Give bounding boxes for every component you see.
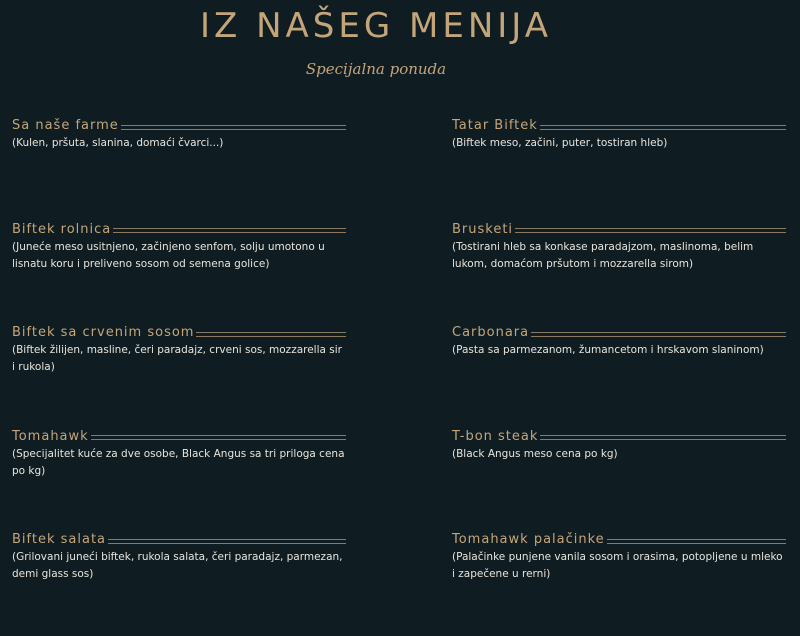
menu-item-t-bon-steak	[452, 429, 800, 533]
menu-item-name: Biftek salata	[12, 532, 107, 547]
menu-item-biftek-sa-crvenim-sosom	[12, 325, 452, 429]
decorative-rule	[108, 539, 346, 544]
decorative-rule	[531, 332, 786, 337]
decorative-rule	[196, 332, 346, 337]
menu-item-header	[12, 429, 346, 445]
menu-item-name: Tomahawk	[12, 428, 89, 444]
menu-item-description: (Juneće meso usitnjeno, začinjeno senfom, solju umotono u lisnatu koru i preliveno sosom od semena golice)	[12, 240, 325, 270]
menu-item-name: Biftek sa crvenim sosom	[12, 325, 195, 340]
menu-item-brusketi	[452, 222, 800, 326]
menu-item-header	[12, 118, 346, 134]
menu-item-header	[452, 222, 786, 238]
menu-item-biftek-salata	[12, 532, 452, 636]
menu-item-name: Carbonara	[452, 325, 530, 340]
menu-item-description: (Specijalitet kuće za dve osobe, Black Angus sa tri priloga cena po kg)	[12, 447, 345, 477]
decorative-rule	[540, 125, 786, 130]
menu-item-header	[12, 325, 346, 341]
decorative-rule	[540, 435, 786, 440]
menu-item-name: Sa naše farme	[12, 118, 119, 133]
menu-item-tomahawk	[12, 429, 452, 533]
menu-item-description: (Biftek meso, začini, puter, tostiran hleb)	[452, 137, 668, 149]
decorative-rule	[113, 228, 346, 233]
page-subtitle: Specijalna ponuda	[305, 60, 447, 78]
menu-item-name: Biftek rolnica	[12, 221, 112, 237]
menu-item-name: T-bon steak	[452, 428, 539, 444]
menu-item-description: (Tostirani hleb sa konkase paradajzom, maslinoma, belim lukom, domaćom pršutom i mozzarella sirom)	[452, 240, 754, 270]
menu-item-header	[452, 429, 786, 445]
menu-item-carbonara	[452, 325, 800, 429]
decorative-rule	[607, 539, 786, 544]
menu-item-tatar-biftek	[452, 118, 800, 222]
menu-item-biftek-rolnica	[12, 222, 452, 326]
decorative-rule	[91, 435, 346, 440]
menu-item-description: (Pasta sa parmezanom, žumancetom i hrskavom slaninom)	[452, 344, 764, 356]
menu-item-description: (Kulen, pršuta, slanina, domaći čvarci...)	[12, 137, 224, 149]
menu-item-tomahawk-palacinke	[452, 532, 800, 636]
menu-item-sa-nase-farme	[12, 118, 452, 222]
decorative-rule	[121, 125, 346, 130]
menu-item-header	[452, 532, 786, 548]
menu-item-name: Tomahawk palačinke	[452, 532, 605, 547]
menu-item-header	[12, 532, 346, 548]
menu-grid	[12, 118, 800, 636]
menu-item-name: Tatar Biftek	[452, 118, 538, 133]
menu-item-name: Brusketi	[452, 221, 514, 237]
menu-item-header	[12, 222, 346, 238]
menu-item-description: (Biftek žilijen, masline, čeri paradajz, crveni sos, mozzarella sir i rukola)	[12, 344, 342, 373]
menu-item-description: (Grilovani juneći biftek, rukola salata, čeri paradajz, parmezan, demi glass sos)	[12, 551, 343, 580]
menu-item-description: (Black Angus meso cena po kg)	[452, 447, 618, 460]
menu-item-header	[452, 118, 786, 134]
menu-item-header	[452, 325, 786, 341]
page-title: IZ NAŠEG MENIJA	[199, 6, 552, 46]
menu-item-description: (Palačinke punjene vanila sosom i orasima, potopljene u mleko i zapečene u rerni)	[452, 551, 783, 580]
decorative-rule	[515, 228, 786, 233]
